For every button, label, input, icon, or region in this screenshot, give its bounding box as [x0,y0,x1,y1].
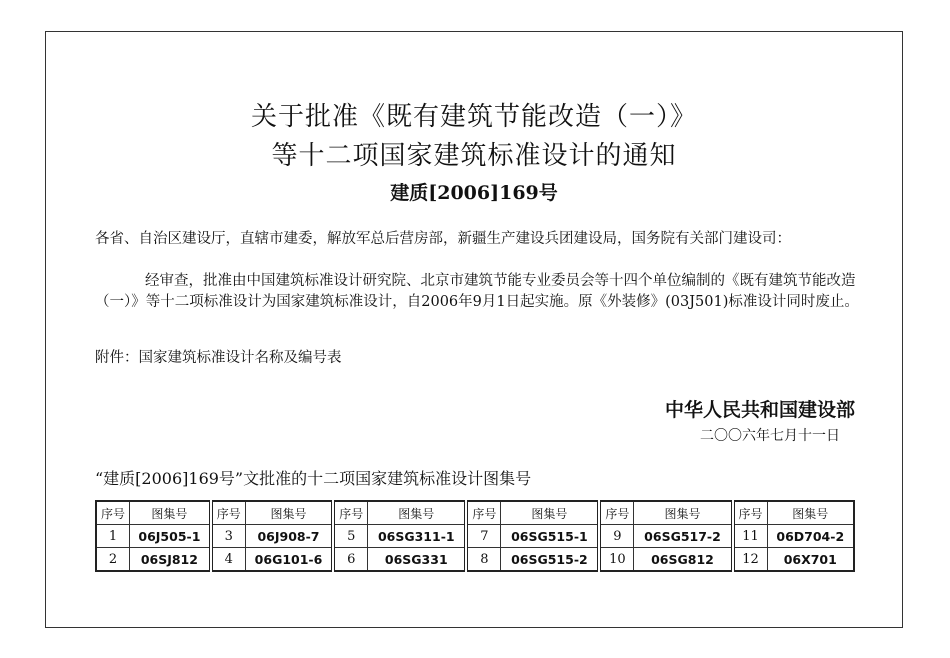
seq-cell: 8 [466,548,501,572]
addressees-paragraph: 各省、自治区建设厅，直辖市建委，解放军总后营房部，新疆生产建设兵团建设局，国务院有关部门建设司： [95,231,791,247]
header-seq: 序号 [466,501,501,525]
header-seq: 序号 [96,501,130,525]
seq-cell: 12 [733,548,768,572]
body-paragraph: 经审查，批准由中国建筑标准设计研究院、北京市建筑节能专业委员会等十四个单位编制的《既有建筑节能改造（一）》等十二项标准设计为国家建筑标准设计，自2006年9月1日起实施。原《外装修》(03J501)标准设计同时废止。 [95,273,859,310]
header-seq: 序号 [599,501,634,525]
header-seq: 序号 [333,501,368,525]
header-code: 图集号 [634,501,733,525]
notice-title-line1: 关于批准《既有建筑节能改造（一）》 [250,102,697,132]
atlas-code-cell: 06SG517-2 [634,525,733,548]
seq-cell: 6 [333,548,368,572]
atlas-code-cell: 06SJ812 [130,548,211,572]
header-code: 图集号 [501,501,600,525]
signature-organization: 中华人民共和国建设部 [664,399,855,421]
header-code: 图集号 [130,501,211,525]
seq-cell: 11 [733,525,768,548]
atlas-code-cell: 06J505-1 [130,525,211,548]
seq-cell: 1 [96,525,130,548]
seq-cell: 2 [96,548,130,572]
table-row [96,525,854,548]
atlas-code-cell: 06SG515-1 [501,525,600,548]
atlas-number-table [95,500,855,572]
table-caption: “建质[2006]169号”文批准的十二项国家建筑标准设计图集号 [95,469,532,488]
header-code: 图集号 [767,501,854,525]
atlas-code-cell: 06SG515-2 [501,548,600,572]
header-code: 图集号 [368,501,467,525]
notice-title-line2: 等十二项国家建筑标准设计的通知 [271,141,677,171]
atlas-code-cell: 06J908-7 [245,525,333,548]
header-code: 图集号 [245,501,333,525]
table-header-row [96,501,854,525]
header-seq: 序号 [211,501,246,525]
seq-cell: 10 [599,548,634,572]
seq-cell: 3 [211,525,246,548]
table-row [96,548,854,572]
atlas-code-cell: 06D704-2 [767,525,854,548]
seq-cell: 7 [466,525,501,548]
document-number: 建质[2006]169号 [390,182,558,204]
seq-cell: 9 [599,525,634,548]
atlas-code-cell: 06X701 [767,548,854,572]
attachment-line: 附件：国家建筑标准设计名称及编号表 [95,350,342,366]
atlas-code-cell: 06SG812 [634,548,733,572]
atlas-code-cell: 06SG311-1 [368,525,467,548]
seq-cell: 5 [333,525,368,548]
atlas-code-cell: 06SG331 [368,548,467,572]
header-seq: 序号 [733,501,768,525]
atlas-code-cell: 06G101-6 [245,548,333,572]
seq-cell: 4 [211,548,246,572]
signature-date: 二〇〇六年七月十一日 [700,428,840,444]
